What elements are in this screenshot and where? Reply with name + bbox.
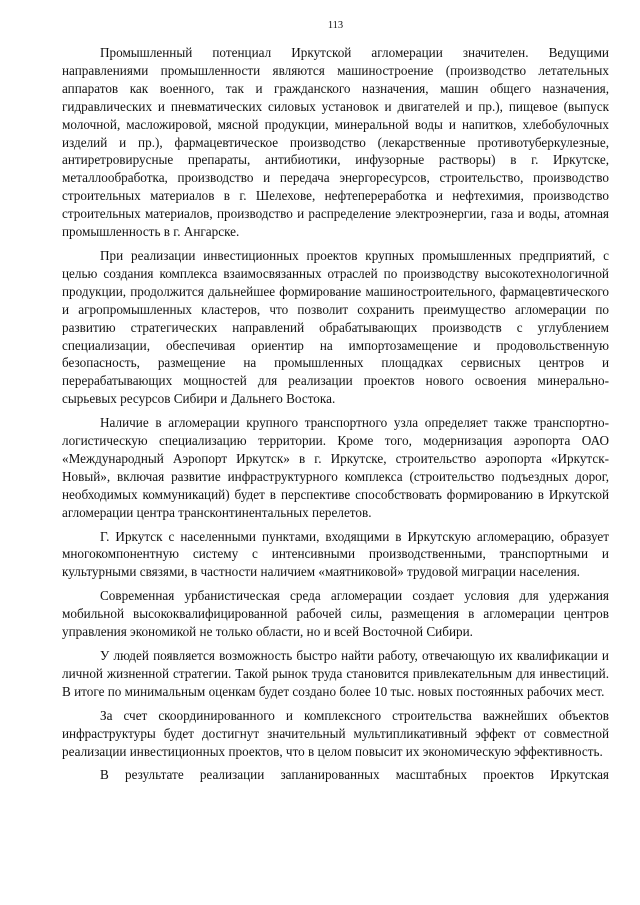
paragraph-urban-environment: Современная урбанистическая среда агломерации создает условия для удержания мобильной высококвалифицированной рабочей силы, размещения в агломерации центров управления экономикой не только области, но и всей Восточной Сибири. xyxy=(62,588,609,640)
paragraph-result-truncated: В результате реализации запланированных масштабных проектов Иркутская xyxy=(100,767,609,783)
paragraph-infrastructure-effect: За счет скоординированного и комплексного строительства важнейших объектов инфраструктуры будет достигнут значительный мультипликативный эффект от совместной реализации инвестиционных проектов, что в целом повысит их экономическую эффективность. xyxy=(62,707,609,759)
document-page xyxy=(62,20,609,784)
paragraph-transport-hub: Наличие в агломерации крупного транспортного узла определяет также транспортно-логистическую специализацию территории. Кроме того, модернизация аэропорта ОАО «Международный Аэропорт Иркутск» в г. Иркутске, строительство аэропорта «Иркутск-Новый», включая развитие инфраструктурного комплекса (строительство подъездных дорог, необходимых коммуникаций) будет в перспективе способствовать формированию в Иркутской агломерации центра трансконтинентальных перелетов. xyxy=(62,415,609,520)
paragraph-industrial-potential: Промышленный потенциал Иркутской агломерации значителен. Ведущими направлениями промышленности являются машиностроение (производство летательных аппаратов как военного, так и гражданского назначения, машин общего назначения, гидравлических и пневматических силовых установок и двигателей и пр.), пищевое (выпуск молочной, масложировой, мясной продукции, минеральной воды и напитков, хлебобулочных изделий и пр.), фармацевтическое производство (лекарственные противотуберкулезные, антиретровирусные препараты, антибиотики, инфузорные растворы) в г. Иркутске, металлообработка, производство и передача энергоресурсов, строительство, производство строительных материалов в г. Шелехове, нефтепереработка и нефтехимия, производство строительных материалов, производство и распределение электроэнергии, газа и воды, атомная промышленность в г. Ангарске. xyxy=(62,45,609,240)
paragraph-multicomponent-system: Г. Иркутск с населенными пунктами, входящими в Иркутскую агломерацию, образует многокомпонентную систему с интенсивными производственными, транспортными и культурными связями, в частности наличием «маятниковой» трудовой миграции населения. xyxy=(62,528,609,580)
paragraph-labor-market: У людей появляется возможность быстро найти работу, отвечающую их квалификации и личной жизненной стратегии. Такой рынок труда становится привлекательным для инвестиций. В итоге по минимальным оценкам будет создано более 10 тыс. новых постоянных рабочих мест. xyxy=(62,648,609,699)
paragraph-investment-projects: При реализации инвестиционных проектов крупных промышленных предприятий, с целью создания комплекса взаимосвязанных отраслей по производству высокотехнологичной продукции, продолжится дальнейшее формирование машиностроительного, фармацевтического и агропромышленных кластеров, что позволит сохранить преимущество агломерации по развитию стратегических направлений обрабатывающих производств с углублением специализации, обеспечивая ориентир на импортозамещение и продовольственную безопасность, размещение на промышленных площадках сервисных центров и перерабатывающих мощностей для реализации проектов нового освоения минерально-сырьевых ресурсов Сибири и Дальнего Востока. xyxy=(62,247,609,407)
page-number: 113 xyxy=(327,20,344,31)
